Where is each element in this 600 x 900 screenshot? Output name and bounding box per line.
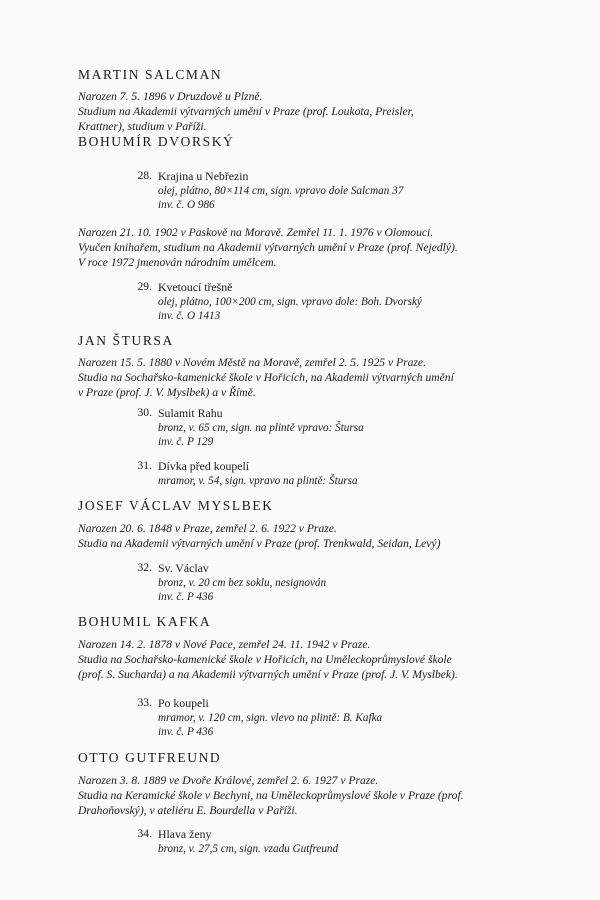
artist-bio-line: Studia na Sochařsko-kamenické škole v Hořicích, na Akademii výtvarných umění xyxy=(78,371,454,384)
work-details: olej, plátno, 100×200 cm, sign. vpravo dole: Boh. Dvorský xyxy=(158,296,422,308)
work-number: 28. xyxy=(137,169,152,182)
work-number: 32. xyxy=(137,561,152,574)
artist-bio-line: Studia na Sochařsko-kamenické škole v Hořicích, na Uměleckoprůmyslové škole xyxy=(78,653,452,666)
work-number: 33. xyxy=(137,696,152,709)
work-number: 34. xyxy=(137,827,152,840)
work-details: bronz, v. 27,5 cm, sign. vzadu Gutfreund xyxy=(158,843,339,855)
work-details: inv. č. P 436 xyxy=(158,726,214,738)
artist-bio-line: Krattner), studium v Paříži. xyxy=(78,120,207,133)
artist-name-dvorsky: BOHUMÍR DVORSKÝ xyxy=(78,134,235,149)
work-details: inv. č. P 436 xyxy=(158,591,214,603)
artist-bio-line: (prof. S. Sucharda) a na Akademii výtvarných umění v Praze (prof. J. V. Myslbek). xyxy=(78,668,458,681)
artist-bio-line: Studia na Akademii výtvarných umění v Praze (prof. Trenkwald, Seidan, Levý) xyxy=(78,537,441,550)
artist-bio-line: Vyučen knihařem, studium na Akademii výtvarných umění v Praze (prof. Nejedlý). xyxy=(78,241,458,254)
work-details: inv. č. P 129 xyxy=(158,436,214,448)
artist-name-myslbek: JOSEF VÁCLAV MYSLBEK xyxy=(78,498,274,513)
artist-bio-line: Narozen 20. 6. 1848 v Praze, zemřel 2. 6. 1922 v Praze. xyxy=(78,522,337,535)
artist-bio-line: Narozen 14. 2. 1878 v Nové Pace, zemřel 24. 11. 1942 v Praze. xyxy=(78,638,371,651)
work-title: Sv. Václav xyxy=(158,561,209,575)
work-title: Po koupeli xyxy=(158,696,209,710)
work-details: olej, plátno, 80×114 cm, sign. vpravo dole Salcman 37 xyxy=(158,185,404,197)
artist-bio-line: Studium na Akademii výtvarných umění v Praze (prof. Loukota, Preisler, xyxy=(78,105,414,118)
artist-bio-line: Narozen 15. 5. 1880 v Novém Městě na Moravě, zemřel 2. 5. 1925 v Praze. xyxy=(78,356,426,369)
work-details: mramor, v. 120 cm, sign. vlevo na plintě: B. Kafka xyxy=(158,712,383,724)
work-details: inv. č. O 986 xyxy=(158,199,215,211)
artist-bio-line: Studia na Keramické škole v Bechyni, na Uměleckoprůmyslové škole v Praze (prof. xyxy=(78,789,464,802)
work-title: Krajina u Nebřezin xyxy=(158,169,249,183)
artist-bio-line: V roce 1972 jmenován národním umělcem. xyxy=(78,256,277,269)
work-number: 30. xyxy=(137,406,152,419)
artist-bio-line: Narozen 3. 8. 1889 ve Dvoře Králové, zemřel 2. 6. 1927 v Praze. xyxy=(78,774,379,787)
work-details: bronz, v. 65 cm, sign. na plintě vpravo: Štursa xyxy=(158,422,364,434)
artist-name-gutfreund: OTTO GUTFREUND xyxy=(78,750,222,765)
artist-name-stursa: JAN ŠTURSA xyxy=(78,333,174,348)
work-number: 29. xyxy=(137,280,152,293)
work-details: bronz, v. 20 cm bez soklu, nesignován xyxy=(158,577,327,589)
work-details: inv. č. O 1413 xyxy=(158,310,221,322)
work-title: Sulamit Rahu xyxy=(158,406,223,420)
artist-bio-line: Narozen 21. 10. 1902 v Paskově na Moravě. Zemřel 11. 1. 1976 v Olomouci. xyxy=(78,226,434,239)
artist-bio-line: Drahoňovský), v ateliéru E. Bourdella v Paříži. xyxy=(78,804,298,817)
artist-name-salcman: MARTIN SALCMAN xyxy=(78,67,223,82)
work-number: 31. xyxy=(137,459,152,472)
artist-bio-line: Narozen 7. 5. 1896 v Druzdově u Plzně. xyxy=(78,90,263,103)
work-title: Hlava ženy xyxy=(158,827,212,841)
work-title: Kvetoucí třešně xyxy=(158,280,233,294)
work-details: mramor, v. 54, sign. vpravo na plintě: Štursa xyxy=(158,475,358,487)
artist-name-kafka: BOHUMIL KAFKA xyxy=(78,614,212,629)
work-title: Dívka před koupelí xyxy=(158,459,250,473)
artist-bio-line: v Praze (prof. J. V. Myslbek) a v Římě. xyxy=(78,386,256,399)
